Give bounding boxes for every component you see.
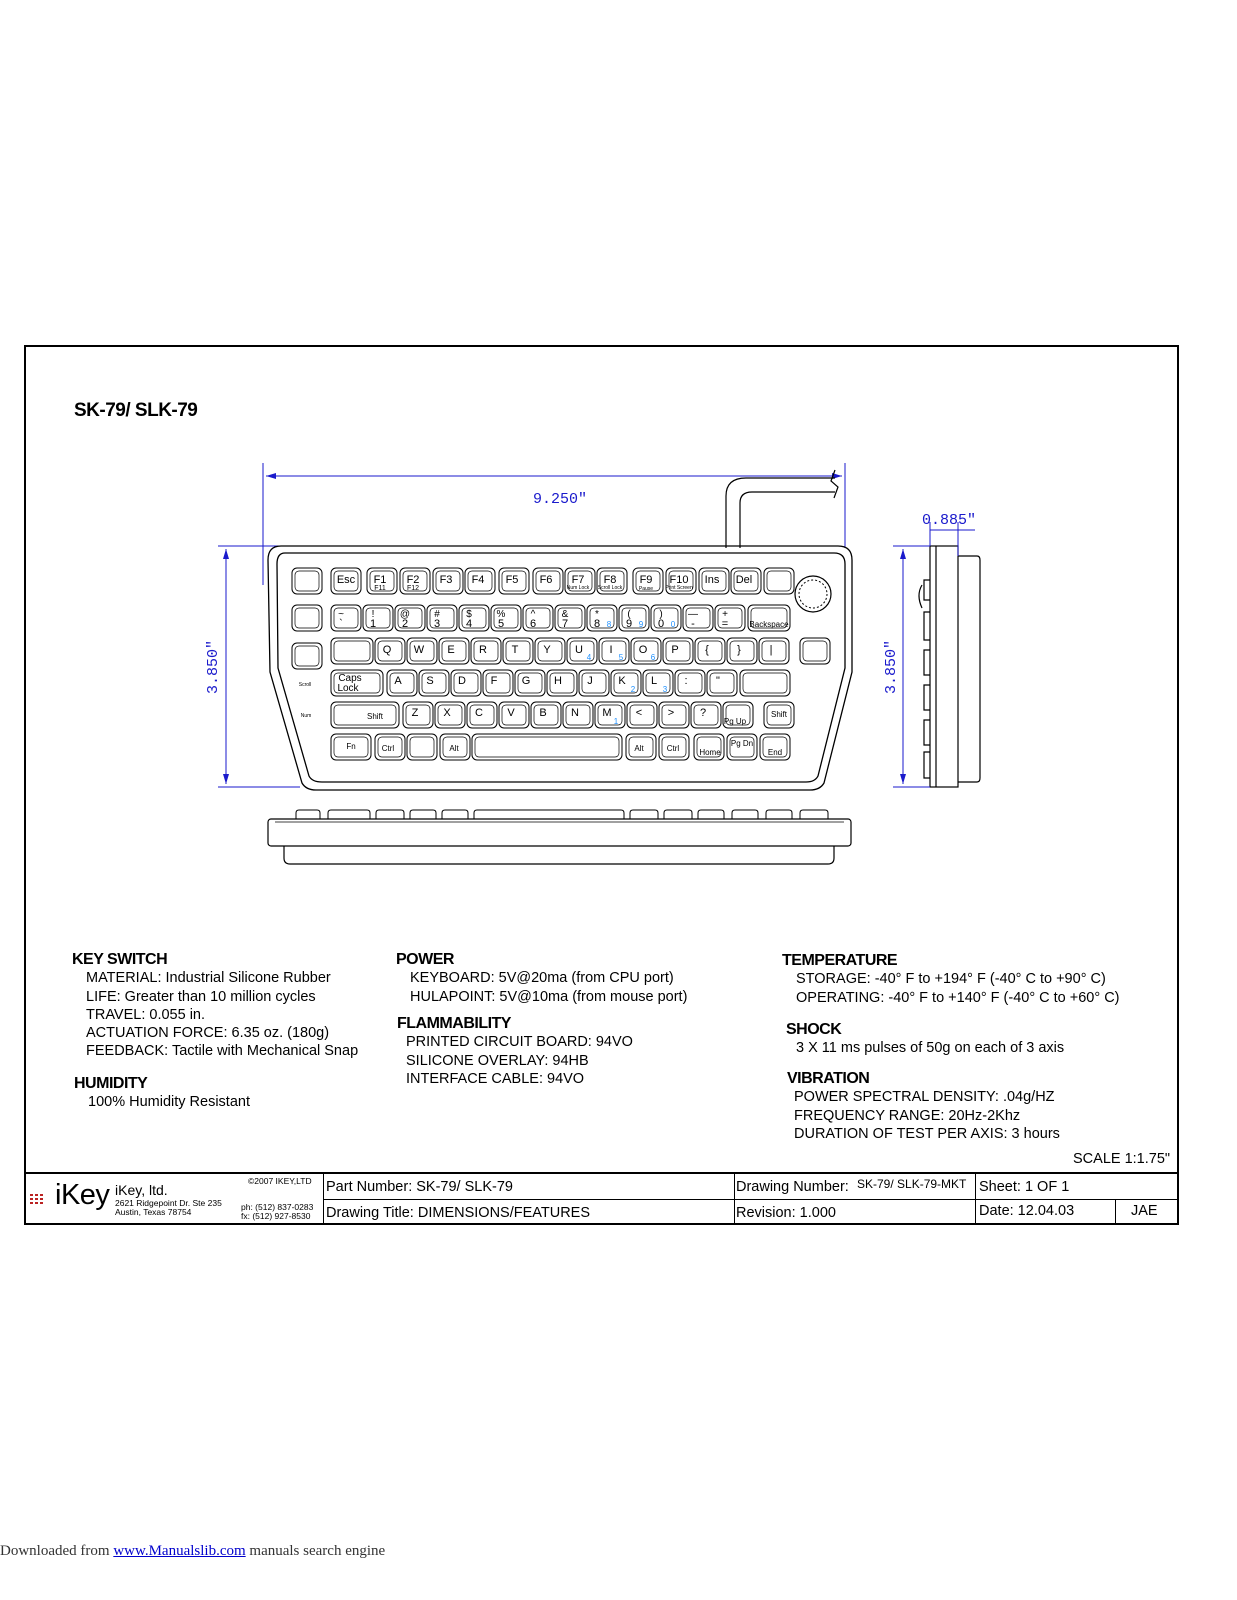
key-inner [743,673,787,693]
key-label: : [684,675,688,687]
key-label: 8 [593,618,601,630]
sheet: Sheet: 1 OF 1 [979,1179,1070,1195]
key-label: End [767,748,783,757]
left-shift-key [331,702,399,728]
spec-line: KEYBOARD: 5V@20ma (from CPU port) [410,970,674,987]
key-label: F7 [571,574,585,586]
key-label: E [447,644,455,656]
key-inner [678,673,702,693]
key-inner [295,571,319,591]
spec-line: HULAPOINT: 5V@10ma (from mouse port) [410,988,688,1005]
spec-key-switch [72,951,358,1061]
key-label: 9 [625,618,633,630]
key-label: ( [627,609,631,620]
spec-title: FLAMMABILITY [397,1015,511,1032]
spec-line: TRAVEL: 0.055 in. [86,1006,206,1023]
key-label: Pg Up [723,717,747,726]
key-label: J [587,675,593,687]
key-label: F11 [374,585,386,592]
depth-label: 0.885" [921,512,977,529]
key-inner [295,646,319,666]
key-label: 4 [586,653,592,662]
key-label: 1 [613,717,619,726]
key-inner [475,737,619,757]
key-label: M [602,707,612,719]
key-label: C [475,707,483,719]
spec-line: PRINTED CIRCUIT BOARD: 94VO [406,1034,633,1051]
key-label: 6 [529,618,537,630]
key-label: Scroll [298,682,312,688]
key-label: I [609,644,613,656]
key-label: Ins [704,574,720,586]
spec-line: STORAGE: -40° F to +194° F (-40° C to +90° C) [796,971,1106,988]
spec-title: HUMIDITY [74,1075,148,1092]
key-label: Q [382,644,392,656]
fax: fx: (512) 927-8530 [241,1211,311,1221]
drawing-title: Drawing Title: DIMENSIONS/FEATURES [326,1205,591,1221]
keys-layer [292,568,830,760]
footer-prefix: Downloaded from [0,1543,114,1559]
manualslib-link[interactable]: www.Manualslib.com [113,1543,246,1559]
spacebar [472,734,622,760]
spec-line: POWER SPECTRAL DENSITY: .04g/HZ [794,1089,1055,1106]
key-label: Print Screen [665,585,693,591]
spec-title: POWER [396,951,454,968]
depth-dimension [893,522,975,787]
key-label: F3 [439,574,453,586]
key-label: H [554,675,562,687]
part-number: Part Number: SK-79/ SLK-79 [326,1179,513,1195]
spec-flammability [397,1015,633,1088]
key-label: < [635,707,643,719]
key-label: 5 [618,653,624,662]
front-key [376,810,404,819]
spec-line: 3 X 11 ms pulses of 50g on each of 3 axis [796,1040,1065,1057]
key-label: G [521,675,531,687]
key-label: ! [371,609,375,620]
key-label: T [511,644,519,656]
front-key [328,810,370,819]
key-label: * [595,609,599,620]
key-label: Del [735,574,753,586]
date: Date: 12.04.03 [979,1203,1075,1219]
key-label: A [394,675,402,687]
key-label: 8 [606,620,612,629]
front-key [296,810,320,819]
key-label: F1 [373,574,387,586]
ikey-logo-icon [29,1191,55,1209]
key-label: ^ [530,609,536,620]
spec-title: VIBRATION [787,1070,870,1087]
key-label: Num [300,713,312,719]
key-inner [698,641,722,661]
key-inner [410,737,434,757]
key-label: + [722,609,728,620]
spec-line: MATERIAL: Industrial Silicone Rubber [86,970,331,987]
key-label: B [539,707,547,719]
key-inner [803,641,827,661]
key-label: — [688,609,698,620]
key-label: Shift [770,710,788,719]
height-dimension [218,546,300,787]
key-label: Pause [638,586,654,592]
front-key [698,810,724,819]
key-label: V [507,707,515,719]
key-label: R [479,644,487,656]
key-inner [334,705,396,725]
key-label: # [434,609,440,620]
key-label: " [716,675,720,687]
spec-title: TEMPERATURE [782,952,898,969]
key-inner [710,673,734,693]
key-label: @ [399,609,411,620]
key-label: F6 [539,574,553,586]
key-label: D [458,675,466,687]
key-label: & [561,609,569,620]
front-key [410,810,436,819]
key-label: } [737,644,741,656]
company-address [115,1199,222,1217]
key-label: ` [339,618,343,630]
key-label: Y [543,644,551,656]
key-label: F8 [603,574,617,586]
key-label: ) [659,609,663,620]
front-keys [296,810,828,819]
contact [241,1203,313,1221]
key-inner [295,608,319,628]
phone: ph: (512) 837-0283 [241,1202,314,1212]
ikey-logo: iKey [55,1179,110,1211]
key-label: 3 [433,618,441,630]
key-label: Z [411,707,419,719]
key-label: ~ [338,609,344,620]
revision: Revision: 1.000 [736,1205,836,1221]
key-label: Backspace [749,620,789,629]
key-label: F10 [669,574,689,586]
key-label: U [575,644,583,656]
key-label: W [413,644,425,656]
spec-title: SHOCK [786,1021,842,1038]
key-label: | [769,644,773,656]
key-label: 4 [465,618,473,630]
key-label: 7 [561,618,569,630]
copyright: ©2007 IKEY,LTD [248,1176,312,1186]
key-label: Lock [337,683,359,694]
key-label: Fn [346,742,356,751]
key-label: N [571,707,579,719]
key-label: Scroll Lock [597,585,623,591]
key-label: > [667,707,675,719]
cable [726,470,838,548]
spec-vibration [787,1070,1060,1143]
spec-line: OPERATING: -40° F to +140° F (-40° C to +60° C) [796,989,1120,1006]
front-key [766,810,792,819]
key-label: Esc [336,574,356,586]
key-label: F5 [505,574,519,586]
front-key [474,810,624,819]
company-name: iKey, ltd. [115,1182,168,1198]
side-view [919,546,980,787]
drawing-number-label: Drawing Number: [736,1179,849,1195]
key-label: Alt [449,744,459,753]
spec-shock [786,1021,1064,1058]
key-inner [486,673,510,693]
height-label: 3.850" [205,639,222,695]
initials: JAE [1131,1203,1158,1219]
key-label: 0 [670,620,676,629]
key-label: Alt [634,744,644,753]
spec-line: SILICONE OVERLAY: 94HB [406,1052,589,1069]
spec-line: ACTUATION FORCE: 6.35 oz. (180g) [86,1025,330,1042]
key-label: % [496,609,506,620]
key-label: X [443,707,451,719]
spec-line: 100% Humidity Resistant [88,1094,250,1111]
spec-humidity [74,1075,250,1112]
key-label: L [650,675,658,687]
footer-suffix: manuals search engine [245,1543,386,1559]
key-label: F2 [406,574,420,586]
model-title: SK-79/ SLK-79 [74,400,198,421]
address-line: 2621 Ridgepoint Dr. Ste 235 [115,1198,222,1208]
key-label: Pg Dn [730,739,754,748]
key-label: O [638,644,648,656]
address-line: Austin, Texas 78754 [115,1207,192,1217]
key-inner [582,673,606,693]
spec-power [396,951,687,1006]
side-height-label: 3.850" [883,639,900,695]
key-inner [762,641,786,661]
spec-line: FEEDBACK: Tactile with Mechanical Snap [86,1043,359,1060]
key-label: 9 [638,620,644,629]
key-inner [730,641,754,661]
title-block [24,1172,1179,1225]
key-label: Ctrl [381,744,395,753]
key-label: 5 [497,618,505,630]
width-label: 9.250" [532,491,588,508]
key-label: F12 [406,585,420,592]
key-label: 0 [657,618,665,630]
front-key [664,810,692,819]
front-view [268,819,851,864]
front-key [630,810,658,819]
tab-key [331,638,373,664]
key-label: P [671,644,679,656]
hulapoint-icon [795,576,831,612]
key-label: ? [699,707,707,719]
front-key [732,810,758,819]
scale-label: SCALE 1:1.75" [1073,1151,1171,1167]
key-inner [334,641,370,661]
spec-title: KEY SWITCH [72,951,168,968]
key-label: F4 [471,574,485,586]
key-label: Caps [338,673,362,684]
footer [0,1543,385,1560]
key-label: 2 [630,685,636,694]
spec-line: INTERFACE CABLE: 94VO [406,1070,585,1087]
key-label: Ctrl [666,744,680,753]
keys-text [299,574,789,757]
key-label: F9 [639,574,653,586]
key-label: { [705,644,709,656]
key-label: S [426,675,434,687]
key-label: 6 [650,653,656,662]
spec-line: DURATION OF TEST PER AXIS: 3 hours [794,1125,1060,1142]
width-dimension [263,463,845,585]
key-label: Num Lock [566,585,590,591]
front-key [800,810,828,819]
spec-line: LIFE: Greater than 10 million cycles [86,988,316,1005]
key-label: K [618,675,626,687]
key-label: 1 [369,618,377,630]
key-label: 3 [662,685,668,694]
key-label: Home [699,748,721,757]
front-key [442,810,468,819]
key-label: = [721,618,729,630]
spec-temperature [782,952,1120,1007]
key-label: $ [466,609,472,620]
key-label: Shift [366,712,384,721]
key-inner [767,571,791,591]
key-label: F [490,675,498,687]
key-label: - [691,618,695,630]
drawing-number: SK-79/ SLK-79-MKT [857,1177,967,1191]
spec-line: FREQUENCY RANGE: 20Hz-2Khz [794,1107,1021,1124]
key-label: 2 [401,618,409,630]
enter-key [740,670,790,696]
